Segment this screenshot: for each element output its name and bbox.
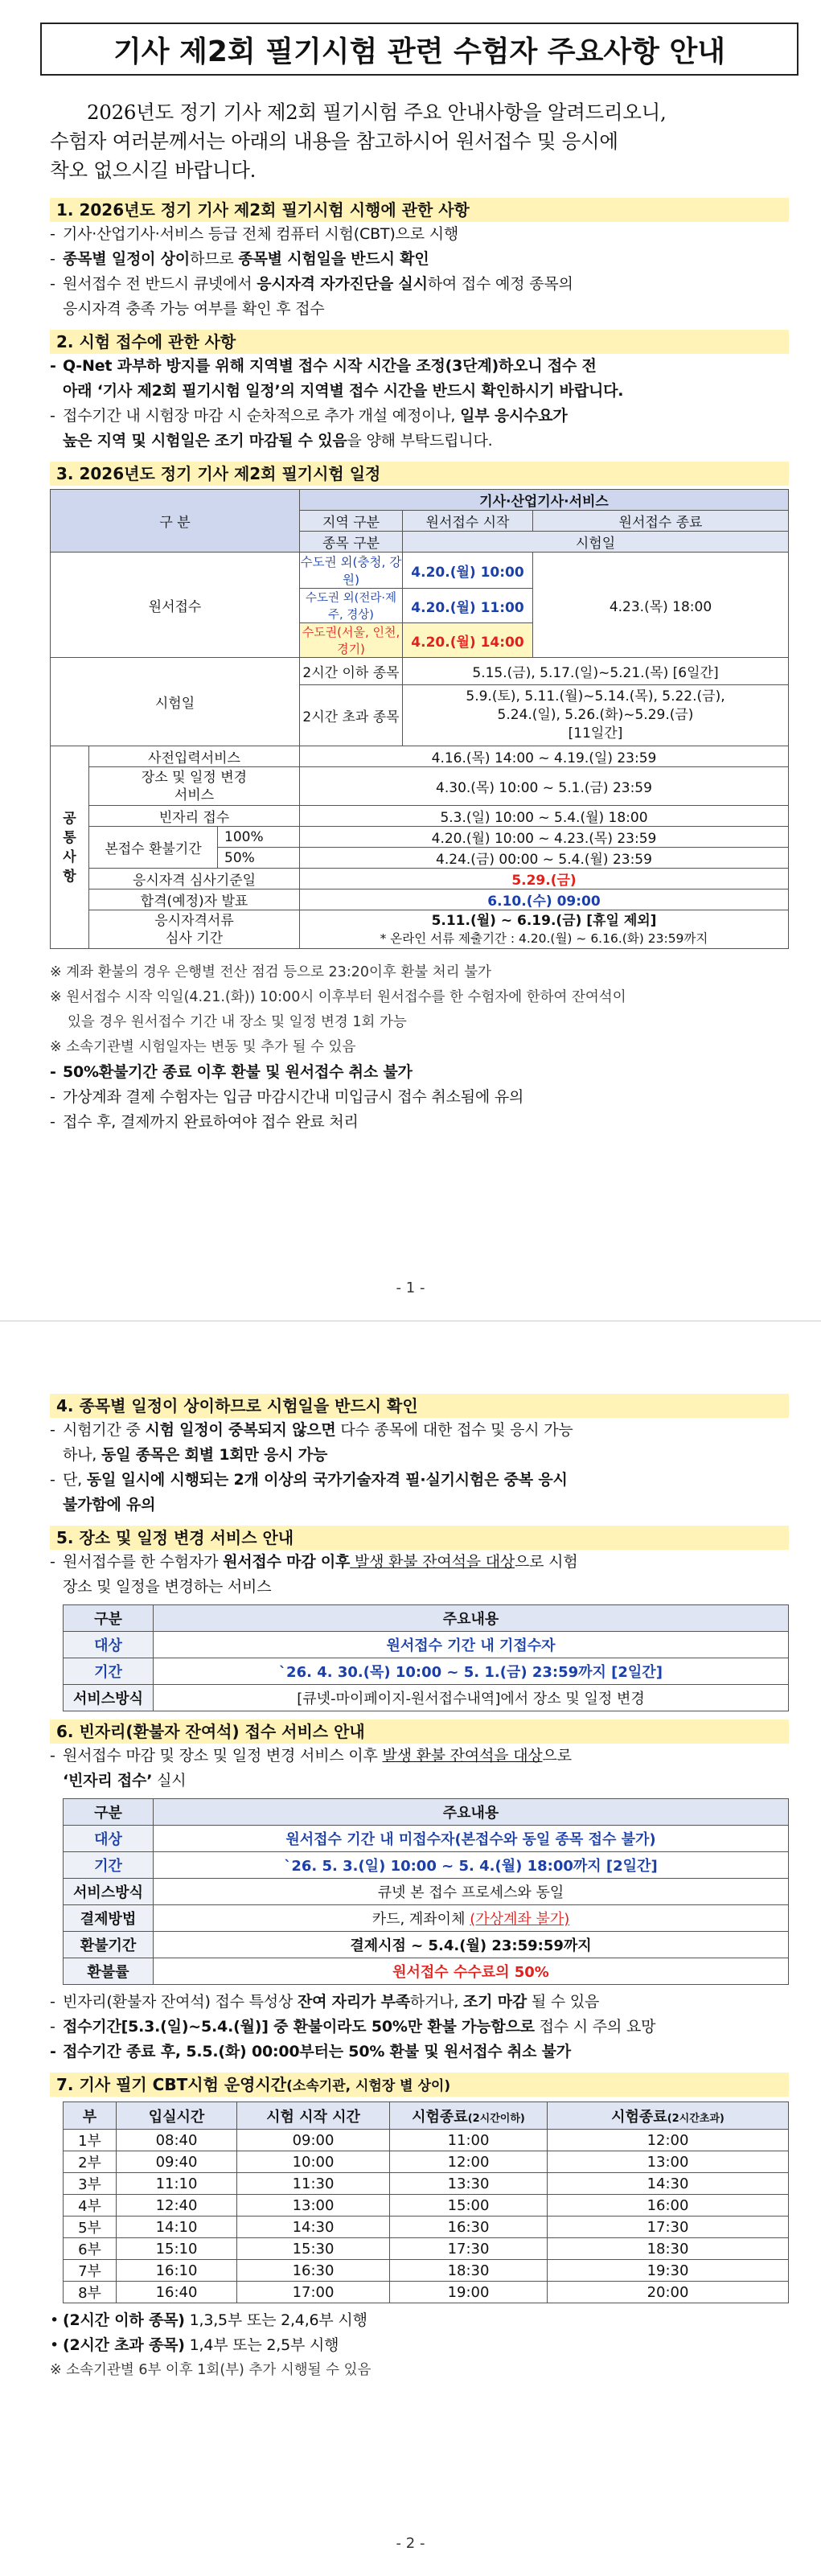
hours-cell: 16:30	[390, 2217, 548, 2238]
note-3: ※ 소속기관별 시험일자는 변동 및 추가 될 수 있음	[50, 1039, 356, 1055]
hours-cell: 8부	[64, 2282, 117, 2303]
vacancy-service-table: 구분 주요내용 대상 원서접수 기간 내 미접수자(본접수와 동일 종목 접수 불가) 기간 `26. 5. 3.(일) 10:00 ~ 5. 4.(월) 18:00까지 [2일간] 서비스방식 큐넷 본 접수 프로세스와 동일 결제방법 카드, 계좌이체 (가상계좌 불가) 환불기간 결제시점 ~ 5.4.(월) 23:59:59까지 환불률 원서접수 수수료의 50%	[63, 1798, 789, 1985]
hours-cell: 20:00	[548, 2282, 789, 2303]
hours-cell: 08:40	[117, 2130, 237, 2151]
hours-cell: 16:40	[117, 2282, 237, 2303]
intro-paragraph	[50, 98, 789, 185]
schedule-table: 구 분 기사·산업기사·서비스 지역 구분 원서접수 시작 원서접수 종료 종목 구분 시험일 원서접수 수도권 외(충청, 강원) 4.20.(월) 10:00 4.23.(목) 18:00 수도권 외(전라·제주, 경상) 4.20.(월) 11:00 수도권(서울, 인천, 경기) 4.20.(월) 14:00 시험일 2시간 이하 종목 5.15.(금), 5.17.(일)~5.21.(목) [6일간] 2시간 초과 종목 5.9.(토), 5.11.(월)~5.14.(목), 5.22.(금), 5.24.(일), 5.26.(화)~5.29.(금) [11일간] 공 통 사 항 사전입력서비스 4.16.(목) 14:00 ~ 4.19.(일) 23:59 장소 및 일정 변경 서비스 4.30.(목) 10:00 ~ 5.1.(금) 23:59 빈자리 접수 5.3.(일) 10:00 ~ 5.4.(월) 18:00 본접수 환불기간 100% 4.20.(월) 10:00 ~ 4.23.(목) 23:59 50% 4.24.(금) 00:00 ~ 5.4.(월) 23:59 응시자격 심사기준일 5.29.(금) 합격(예정)자 발표 6.10.(수) 09:00 응시자격서류 심사 기간 5.11.(월) ~ 6.19.(금) [휴일 제외] * 온라인 서류 제출기간 : 4.20.(월) ~ 6.16.(화) 23:59까지	[50, 489, 789, 949]
section-6-heading: 6. 빈자리(환불자 잔여석) 접수 서비스 안내	[50, 1719, 789, 1744]
hours-cell: 17:00	[237, 2282, 390, 2303]
section-4-heading: 4. 종목별 일정이 상이하므로 시험일을 반드시 확인	[50, 1394, 789, 1418]
hours-cell: 15:00	[390, 2195, 548, 2217]
hours-cell: 18:30	[390, 2260, 548, 2282]
hours-cell: 17:30	[548, 2217, 789, 2238]
hours-cell: 11:00	[390, 2130, 548, 2151]
hours-cell: 19:00	[390, 2282, 548, 2303]
s7-bullet-1: • (2시간 이하 종목) 1,3,5부 또는 2,4,6부 시행	[50, 2311, 367, 2329]
s1-line-2: - 종목별 일정이 상이하므로 종목별 시험일을 반드시 확인	[50, 250, 429, 268]
hours-cell: 12:00	[548, 2130, 789, 2151]
s6-line-3: - 접수기간[5.3.(일)~5.4.(월)] 중 환불이라도 50%만 환불 가능함으로 접수 시 주의 요망	[50, 2018, 656, 2036]
hours-cell: 17:30	[390, 2238, 548, 2260]
hours-cell: 5부	[64, 2217, 117, 2238]
hours-cell: 14:30	[237, 2217, 390, 2238]
hours-cell: 1부	[64, 2130, 117, 2151]
intro-line: 수험자 여러분께서는 아래의 내용을 참고하시어 원서접수 및 응시에	[50, 129, 618, 153]
hours-cell: 13:00	[237, 2195, 390, 2217]
hours-row	[64, 2217, 789, 2238]
s1-line-3: - 원서접수 전 반드시 큐넷에서 응시자격 자가진단을 실시하여 접수 예정 종목의 응시자격 충족 가능 여부를 확인 후 접수	[50, 275, 573, 318]
section-5-heading: 5. 장소 및 일정 변경 서비스 안내	[50, 1526, 789, 1550]
section-2-heading: 2. 시험 접수에 관한 사항	[50, 330, 789, 354]
hours-row	[64, 2282, 789, 2303]
s3-line-refund: - 50%환불기간 종료 이후 환불 및 원서접수 취소 불가	[50, 1063, 413, 1081]
hours-cell: 10:00	[237, 2151, 390, 2173]
intro-line: 착오 없으시길 바랍니다.	[50, 158, 257, 182]
hours-cell: 13:00	[548, 2151, 789, 2173]
hours-cell: 11:10	[117, 2173, 237, 2195]
hours-cell: 15:30	[237, 2238, 390, 2260]
hours-cell: 3부	[64, 2173, 117, 2195]
s2-line-1: - Q-Net 과부하 방지를 위해 지역별 접수 시작 시간을 조정(3단계)하오니 접수 전 아래 ‘기사 제2회 필기시험 일정’의 지역별 접수 시간을 반드시 확인하시기 바랍니다.	[50, 357, 624, 400]
s5-line-1: - 원서접수를 한 수험자가 원서접수 마감 이후 발생 환불 잔여석을 대상으로 시험 장소 및 일정을 변경하는 서비스	[50, 1553, 578, 1596]
hours-cell: 18:30	[548, 2238, 789, 2260]
page-number: - 2 -	[396, 2535, 425, 2552]
s3-line-complete: - 접수 후, 결제까지 완료하여야 접수 완료 처리	[50, 1113, 359, 1131]
hours-row	[64, 2260, 789, 2282]
s7-note: ※ 소속기관별 6부 이후 1회(부) 추가 시행될 수 있음	[50, 2362, 372, 2378]
intro-line: 2026년도 정기 기사 제2회 필기시험 주요 안내사항을 알려드리오니,	[87, 101, 667, 124]
hours-cell: 09:40	[117, 2151, 237, 2173]
s6-line-1: - 원서접수 마감 및 장소 및 일정 변경 서비스 이후 발생 환불 잔여석을 대상으로 ‘빈자리 접수’ 실시	[50, 1747, 572, 1789]
hours-cell: 12:00	[390, 2151, 548, 2173]
hours-cell: 11:30	[237, 2173, 390, 2195]
hours-cell: 14:30	[548, 2173, 789, 2195]
s6-line-4: - 접수기간 종료 후, 5.5.(화) 00:00부터는 50% 환불 및 원서접수 취소 불가	[50, 2043, 571, 2060]
s1-line-1: - 기사·산업기사·서비스 등급 전체 컴퓨터 시험(CBT)으로 시행	[50, 225, 458, 243]
hours-cell: 14:10	[117, 2217, 237, 2238]
s7-bullet-2: • (2시간 초과 종목) 1,4부 또는 2,5부 시행	[50, 2336, 339, 2354]
hours-cell: 16:30	[237, 2260, 390, 2282]
section-7-heading: 7. 기사 필기 CBT시험 운영시간(소속기관, 시험장 별 상이)	[50, 2073, 789, 2097]
hours-cell: 7부	[64, 2260, 117, 2282]
hours-cell: 4부	[64, 2195, 117, 2217]
hours-cell: 16:10	[117, 2260, 237, 2282]
cbt-hours-table: 부 입실시간 시험 시작 시간 시험종료(2시간이하) 시험종료(2시간초과) 1부 08:40 09:00 11:00 12:00 2부 09:40 10:00 12:00 13:00 3부 11:10 11:30 13:30 14:30 4부 12:40 13:00 15:00 16:00 5부 14:10 14:30 16:30 17:30 6부 15:10 15:30 17:30 18:30 7부 16:10 16:30 18:30 19:30 8부 16:40 17:00 19:00 20:00	[63, 2101, 789, 2303]
hours-cell: 16:00	[548, 2195, 789, 2217]
hours-row	[64, 2151, 789, 2173]
note-1: ※ 계좌 환불의 경우 은행별 전산 점검 등으로 23:20이후 환불 처리 불가	[50, 964, 491, 980]
hours-cell: 19:30	[548, 2260, 789, 2282]
hours-cell: 13:30	[390, 2173, 548, 2195]
hours-cell: 12:40	[117, 2195, 237, 2217]
change-service-table: 구분 주요내용 대상 원서접수 기간 내 기접수자 기간 `26. 4. 30.(목) 10:00 ~ 5. 1.(금) 23:59까지 [2일간] 서비스방식 [큐넷-마이페이지-원서접수내역]에서 장소 및 일정 변경	[63, 1604, 789, 1711]
s6-line-2: - 빈자리(환불자 잔여석) 접수 특성상 잔여 자리가 부족하거나, 조기 마감 될 수 있음	[50, 1993, 600, 2011]
hours-row	[64, 2195, 789, 2217]
hours-row	[64, 2173, 789, 2195]
hours-cell: 15:10	[117, 2238, 237, 2260]
s2-line-2: - 접수기간 내 시험장 마감 시 순차적으로 추가 개설 예정이나, 일부 응시수요가 높은 지역 및 시험일은 조기 마감될 수 있음을 양해 부탁드립니다.	[50, 407, 568, 450]
note-2: ※ 원서접수 시작 익일(4.21.(화)) 10:00시 이후부터 원서접수를 한 수험자에 한하여 잔여석이 있을 경우 원서접수 기간 내 장소 및 일정 변경 1회 가능	[50, 989, 626, 1030]
section-1-heading: 1. 2026년도 정기 기사 제2회 필기시험 시행에 관한 사항	[50, 198, 789, 222]
hours-cell: 09:00	[237, 2130, 390, 2151]
page-2	[0, 1321, 821, 2576]
hours-row	[64, 2130, 789, 2151]
s4-line-1: - 시험기간 중 시험 일정이 중복되지 않으면 다수 종목에 대한 접수 및 응시 가능 하나, 동일 종목은 회별 1회만 응시 가능	[50, 1421, 573, 1464]
hours-cell: 6부	[64, 2238, 117, 2260]
s4-line-2: - 단, 동일 일시에 시행되는 2개 이상의 국가기술자격 필·실기시험은 중복 응시 불가함에 유의	[50, 1471, 568, 1514]
hours-row	[64, 2238, 789, 2260]
hours-cell: 2부	[64, 2151, 117, 2173]
s3-line-vaccount: - 가상계좌 결제 수험자는 입금 마감시간내 미입금시 접수 취소됨에 유의	[50, 1088, 524, 1106]
document-title: 기사 제2회 필기시험 관련 수험자 주요사항 안내	[40, 23, 798, 76]
page-number: - 1 -	[396, 1280, 425, 1296]
section-3-heading: 3. 2026년도 정기 기사 제2회 필기시험 일정	[50, 462, 789, 486]
